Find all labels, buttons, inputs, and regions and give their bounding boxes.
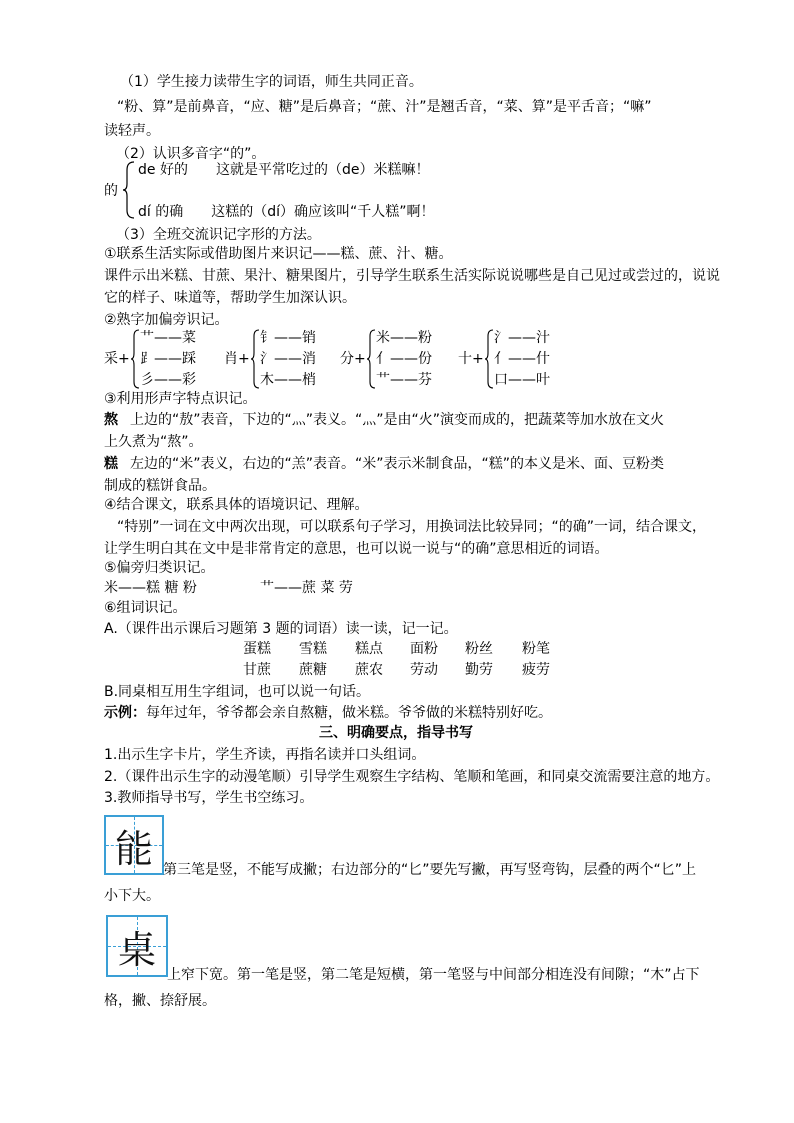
group-item: 亻——份 (376, 351, 432, 367)
s2-title: （2）认识多音字“的”。 (116, 146, 266, 162)
word-item: 甘蔗 (243, 662, 271, 678)
s2-char: 的 (104, 183, 118, 199)
method3-title: ③利用形声字特点识记。 (104, 391, 257, 407)
s3-title: （3）全班交流识记字形的方法。 (116, 227, 321, 243)
group-item: 氵——消 (260, 351, 316, 367)
word-item: 蔗糖 (299, 662, 327, 678)
word-item: 勤劳 (465, 662, 493, 678)
word-item: 粉丝 (465, 641, 493, 657)
method6-a: A.（课件出示课后习题第 3 题的词语）读一读，记一记。 (104, 621, 458, 637)
char1-line1: 第三笔是竖，不能写成撇；右边部分的“匕”要先写撇，再写竖弯钩，层叠的两个“匕”上 (163, 862, 697, 878)
word-item: 疲劳 (522, 662, 550, 678)
method1-title: ①联系生活实际或借助图片来识记——糕、蔗、汁、糖。 (104, 246, 453, 262)
tianzige-zhuo (106, 915, 168, 977)
group-brace (250, 328, 260, 390)
group-base: 分+ (340, 351, 366, 367)
method3-char-gao: 糕 (104, 456, 118, 472)
part3-line3: 3.教师指导书写，学生书空练习。 (104, 790, 314, 806)
example-label: 示例： (104, 705, 146, 721)
char-zhuo: 桌 (117, 927, 156, 972)
method3-gao-line2: 制成的糕饼食品。 (104, 478, 216, 494)
s2-top: de 好的 这就是平常吃过的（de）米糕嘛！ (138, 162, 430, 178)
method4-line1: “特别”一词在文中两次出现，可以联系句子学习，用换词法比较异同；“的确”一词，结合课文， (117, 519, 707, 535)
method5-left: 米——糕 糖 粉 (104, 580, 197, 596)
char2-line1: 上窄下宽。第一笔是竖，第二笔是短横，第一笔竖与中间部分相连没有间隙；“木”占下 (167, 967, 700, 983)
s2-brace (122, 160, 136, 220)
group-brace (130, 328, 140, 390)
group-item: 艹——菜 (140, 330, 196, 346)
group-item: 口——叶 (494, 372, 550, 388)
group-base: 采+ (104, 351, 130, 367)
group-base: 十+ (458, 351, 484, 367)
group-item: 艹——芬 (376, 372, 432, 388)
word-item: 粉笔 (522, 641, 550, 657)
part3-heading: 三、明确要点，指导书写 (319, 725, 473, 741)
method3-ao-line2: 上久煮为“熬”。 (104, 434, 203, 450)
group-item: 亻——什 (494, 351, 550, 367)
s2-bottom: dí 的确 这糕的（dí）确应该叫“千人糕”啊！ (138, 204, 435, 220)
s1-line2: “粉、算”是前鼻音，“应、糖”是后鼻音；“蔗、汁”是翘舌音，“菜、算”是平舌音；“嘛” (117, 99, 652, 115)
group-item: 彡——彩 (140, 372, 196, 388)
method3-ao-line1: 上边的“敖”表音，下边的“灬”表义。“灬”是由“火”演变而成的，把蔬菜等加水放在文火 (130, 412, 665, 428)
word-item: 糕点 (355, 641, 383, 657)
method3-char-ao: 熬 (104, 412, 118, 428)
group-item: ⻊——踩 (140, 351, 196, 367)
group-base: 肖+ (224, 351, 250, 367)
part3-line1: 1.出示生字卡片，学生齐读，再指名读并口头组词。 (104, 747, 426, 763)
word-item: 面粉 (410, 641, 438, 657)
char2-line2: 格，撇、捺舒展。 (104, 993, 216, 1009)
group-brace (366, 328, 376, 390)
s1-line1: （1）学生接力读带生字的词语，师生共同正音。 (120, 74, 423, 90)
char1-line2: 小下大。 (104, 888, 160, 904)
group-item: 氵——汁 (494, 330, 550, 346)
method1-line1: 课件示出米糕、甘蔗、果汁、糖果图片，引导学生联系生活实际说说哪些是自己见过或尝过的，说说 (104, 268, 720, 284)
method3-gao-line1: 左边的“米”表义，右边的“羔”表音。“米”表示米制食品，“糕”的本义是米、面、豆粉类 (130, 456, 665, 472)
word-item: 蔗农 (355, 662, 383, 678)
method4-title: ④结合课文，联系具体的语境识记、理解。 (104, 497, 369, 513)
example-text: 每年过年，爷爷都会亲自熬糖，做米糕。爷爷做的米糕特别好吃。 (146, 705, 552, 721)
group-item: 米——粉 (376, 330, 432, 346)
method4-line2: 让学生明白其在文中是非常肯定的意思，也可以说一说与“的确”意思相近的词语。 (104, 541, 609, 557)
word-item: 雪糕 (299, 641, 327, 657)
method2-title: ②熟字加偏旁识记。 (104, 312, 229, 328)
method1-line2: 它的样子、味道等，帮助学生加深认识。 (104, 290, 356, 306)
part3-line2: 2.（课件出示生字的动漫笔顺）引导学生观察生字结构、笔顺和笔画，和同桌交流需要注意的地方。 (104, 769, 720, 785)
method6-b: B.同桌相互用生字组词，也可以说一句话。 (104, 684, 371, 700)
method5-title: ⑤偏旁归类识记。 (104, 560, 215, 576)
char-neng: 能 (114, 826, 153, 871)
tianzige-neng (104, 815, 164, 875)
word-item: 劳动 (410, 662, 438, 678)
method5-right: 艹——蔗 菜 劳 (260, 580, 353, 596)
group-item: 钅——销 (260, 330, 316, 346)
group-brace (484, 328, 494, 390)
group-item: 木——梢 (260, 372, 316, 388)
s1-line3: 读轻声。 (104, 123, 160, 139)
word-item: 蛋糕 (243, 641, 271, 657)
method6-title: ⑥组词识记。 (104, 600, 187, 616)
